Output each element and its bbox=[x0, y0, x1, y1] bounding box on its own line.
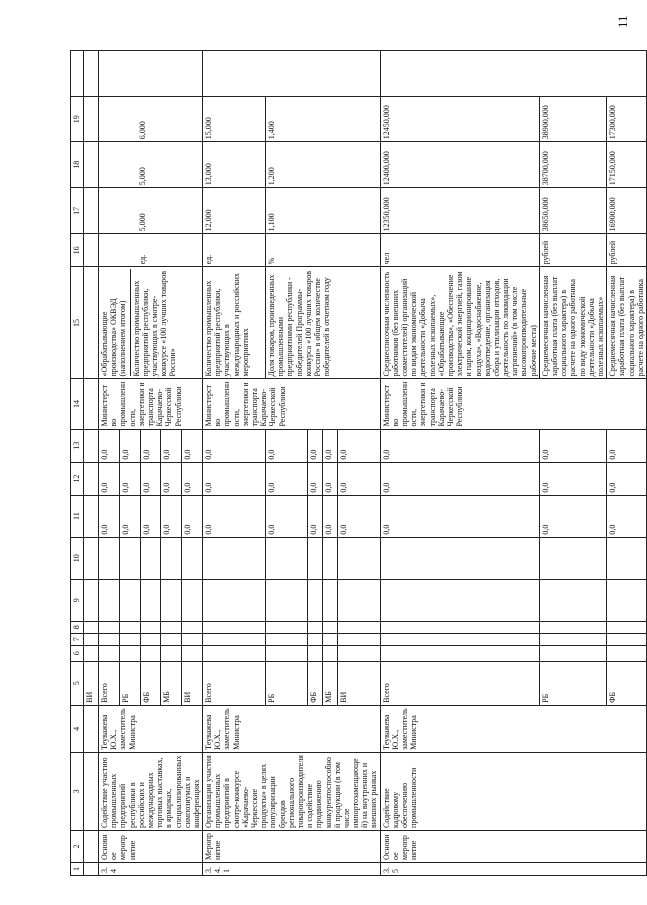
row-name: Содействие кадровому обеспечению промышленности bbox=[380, 752, 646, 830]
row-executor: Министерство промышленности, энергетики и транспорта Карачаево-Черкесской Республики bbox=[380, 379, 646, 429]
indicator-text: Среднесписочная численность работников (без внешних совместителей) организаций по видам экономической деятельности «Добыча полезных ископаемых», «Обрабатывающие производства», «Обеспечение электрической энергией, газом и паром, кондиционирование воздуха», «Водоснабжение, водоотведение, организация сбора и утилизации отходов, деятельность по ликвидации загрязнений» (в том числе высокопроизводительные рабочие места) bbox=[380, 267, 539, 379]
value-cell: 0,0 bbox=[539, 495, 606, 537]
source-cell: Всего bbox=[380, 661, 539, 705]
indicator-text: Количество промышленных предприятий республики, участвующих в смотре-конкурсе «100 лучших товаров России» bbox=[131, 270, 178, 377]
value-cell: 0,0 bbox=[539, 462, 606, 495]
indicator-text: Количество промышленных предприятий республики, участвующих в международных и российских мероприятиях bbox=[203, 267, 266, 379]
value-cell: 0,0 bbox=[140, 495, 161, 537]
value-cell: 1,200 bbox=[266, 142, 381, 188]
source-cell: РБ bbox=[266, 661, 308, 705]
row-executor: Министерство промышленности, энергетики и транспорта Карачаево-Черкесской Республики bbox=[99, 379, 203, 429]
row-name: Содействие участию промышленных предприятий республики в российских и международных торговых выставках, в ярмарках, специализированных симпозиумах и конференциях bbox=[99, 752, 203, 830]
unit-cell: ед. bbox=[203, 234, 266, 267]
unit-cell: рублей bbox=[539, 234, 606, 267]
source-cell: Всего bbox=[99, 661, 120, 705]
source-cell: ФБ bbox=[307, 661, 322, 705]
row-responsible: Теуважева Ю.Х., заместитель Министра bbox=[203, 705, 381, 752]
value-cell: 12450,000 bbox=[380, 97, 539, 142]
unit-cell: чел bbox=[380, 234, 539, 267]
col-num: 15 bbox=[71, 267, 84, 379]
col-num: 9 bbox=[71, 579, 84, 621]
value-cell: 0,0 bbox=[266, 462, 308, 495]
value-cell: 12400,000 bbox=[380, 142, 539, 188]
col-num: 19 bbox=[71, 97, 84, 142]
row-responsible: Теуважева Ю.Х., заместитель Министра bbox=[99, 705, 203, 752]
value-cell: 0,0 bbox=[203, 495, 266, 537]
value-cell: 16900,000 bbox=[607, 188, 647, 234]
value-cell: 1,400 bbox=[266, 97, 381, 142]
row-name: Организация участия промышленных предприятий в смотре-конкурсе «Карачаево-Черкесские продукты» в целях популяризации брендов регионального товаропроизводителя и содействие продвижению конкурентоспособной продукции (в том числе импортозамещающей) на внутренних и внешних рынках bbox=[203, 752, 381, 830]
value-cell: 0,0 bbox=[539, 429, 606, 462]
table-row bbox=[99, 51, 120, 876]
col-num: 1 bbox=[71, 862, 84, 875]
value-cell: 0,0 bbox=[161, 495, 182, 537]
value-cell: 12350,000 bbox=[380, 188, 539, 234]
col-num: 11 bbox=[71, 495, 84, 537]
value-cell: 6,000 bbox=[99, 97, 203, 142]
row-type: Мероприятие bbox=[203, 830, 381, 862]
row-type: Основное мероприятие bbox=[99, 830, 203, 862]
col-num: 2 bbox=[71, 830, 84, 862]
value-cell: 0,0 bbox=[203, 429, 266, 462]
value-cell: 0,0 bbox=[99, 495, 120, 537]
value-cell: 0,0 bbox=[337, 495, 380, 537]
col-num: 6 bbox=[71, 645, 84, 661]
value-cell: 0,0 bbox=[99, 462, 120, 495]
source-cell: МБ bbox=[161, 661, 182, 705]
row-number: 3.4 bbox=[99, 862, 203, 875]
value-cell: 0,0 bbox=[307, 429, 322, 462]
value-cell: 0,0 bbox=[307, 462, 322, 495]
value-cell: 0,0 bbox=[266, 495, 308, 537]
value-cell: 0,0 bbox=[337, 429, 380, 462]
source-cell: РБ bbox=[119, 661, 140, 705]
value-cell: 38650,000 bbox=[539, 188, 606, 234]
table-row bbox=[203, 51, 266, 876]
value-cell: 0,0 bbox=[266, 429, 308, 462]
program-table-sheet bbox=[70, 50, 645, 876]
col-num: 13 bbox=[71, 429, 84, 462]
value-cell: 0,0 bbox=[380, 462, 539, 495]
value-cell: 0,0 bbox=[119, 429, 140, 462]
value-cell: 17150,000 bbox=[607, 142, 647, 188]
col-num: 3 bbox=[71, 752, 84, 830]
table-row bbox=[380, 51, 539, 876]
source-cell: ВИ bbox=[182, 661, 203, 705]
value-cell: 1,100 bbox=[266, 188, 381, 234]
value-cell: 38900,000 bbox=[539, 97, 606, 142]
col-num: 8 bbox=[71, 621, 84, 633]
indicator-cell bbox=[99, 267, 203, 379]
value-cell: 0,0 bbox=[322, 462, 337, 495]
indicator-text: Среднемесячная начисленная заработная плата (без выплат социального характера) в расчете на одного работника bbox=[607, 267, 647, 379]
source-cell: РБ bbox=[539, 661, 606, 705]
value-cell: 0,0 bbox=[607, 429, 647, 462]
value-cell: 0,0 bbox=[380, 495, 539, 537]
value-cell: 0,0 bbox=[119, 495, 140, 537]
source-cell: МБ bbox=[322, 661, 337, 705]
value-cell: 5,000 bbox=[99, 142, 203, 188]
value-cell: 0,0 bbox=[140, 462, 161, 495]
value-cell: 0,0 bbox=[380, 429, 539, 462]
col-num: 12 bbox=[71, 462, 84, 495]
source-cell: ВИ bbox=[84, 661, 99, 705]
value-cell: 0,0 bbox=[182, 462, 203, 495]
value-cell: 0,0 bbox=[322, 429, 337, 462]
value-cell: 0,0 bbox=[119, 462, 140, 495]
indicator-text: Доля товаров, произведенных промышленными предприятиями республики - победителей Программы-конкурса «100 лучших товаров России» в общем количестве победителей в отчетном году bbox=[266, 267, 381, 379]
col-num: 14 bbox=[71, 379, 84, 429]
col-num: 16 bbox=[71, 234, 84, 267]
value-cell: 0,0 bbox=[182, 495, 203, 537]
source-cell: ВИ bbox=[337, 661, 380, 705]
row-type: Основное мероприятие bbox=[380, 830, 646, 862]
source-cell: Всего bbox=[203, 661, 266, 705]
value-cell: 38700,000 bbox=[539, 142, 606, 188]
value-cell: 0,0 bbox=[203, 462, 266, 495]
value-cell: 0,0 bbox=[322, 495, 337, 537]
value-cell: 0,0 bbox=[140, 429, 161, 462]
table-row bbox=[84, 51, 99, 876]
page-number: 11 bbox=[615, 15, 630, 28]
unit-cell: ед. bbox=[99, 234, 203, 267]
value-cell: 5,000 bbox=[99, 188, 203, 234]
value-cell: 15,000 bbox=[203, 97, 266, 142]
value-cell: 13,000 bbox=[203, 142, 266, 188]
col-num: 4 bbox=[71, 705, 84, 752]
prev-indicator: «Обрабатывающие производства» ОКВЭД (наполнением итогом) bbox=[100, 298, 128, 377]
col-num: 10 bbox=[71, 537, 84, 579]
value-cell: 0,0 bbox=[607, 462, 647, 495]
col-blank bbox=[71, 51, 84, 97]
value-cell: 0,0 bbox=[161, 429, 182, 462]
source-cell: ФБ bbox=[607, 661, 647, 705]
unit-cell: рублей bbox=[607, 234, 647, 267]
value-cell: 0,0 bbox=[182, 429, 203, 462]
row-number: 3.4.1 bbox=[203, 862, 381, 875]
value-cell: 0,0 bbox=[99, 429, 120, 462]
col-num: 5 bbox=[71, 661, 84, 705]
indicator-text: Среднемесячная начисленная заработная плата (без выплат социального характера) в расчете на одного работника по виду экономической деятельности «Добыча полезных ископаемых» bbox=[539, 267, 606, 379]
col-num: 7 bbox=[71, 633, 84, 645]
unit-cell: % bbox=[266, 234, 381, 267]
value-cell: 0,0 bbox=[161, 462, 182, 495]
source-cell: ФБ bbox=[140, 661, 161, 705]
row-number: 3.5 bbox=[380, 862, 646, 875]
program-table bbox=[70, 50, 647, 876]
row-executor: Министерство промышленности, энергетики и транспорта Карачаево-Черкесской Республики bbox=[203, 379, 381, 429]
value-cell: 12,000 bbox=[203, 188, 266, 234]
value-cell: 0,0 bbox=[307, 495, 322, 537]
row-responsible: Теуважева Ю.Х., заместитель Министра bbox=[380, 705, 646, 752]
header-row bbox=[71, 51, 84, 876]
value-cell: 0,0 bbox=[607, 495, 647, 537]
value-cell: 0,0 bbox=[337, 462, 380, 495]
col-num: 18 bbox=[71, 142, 84, 188]
value-cell: 17300,000 bbox=[607, 97, 647, 142]
col-num: 17 bbox=[71, 188, 84, 234]
